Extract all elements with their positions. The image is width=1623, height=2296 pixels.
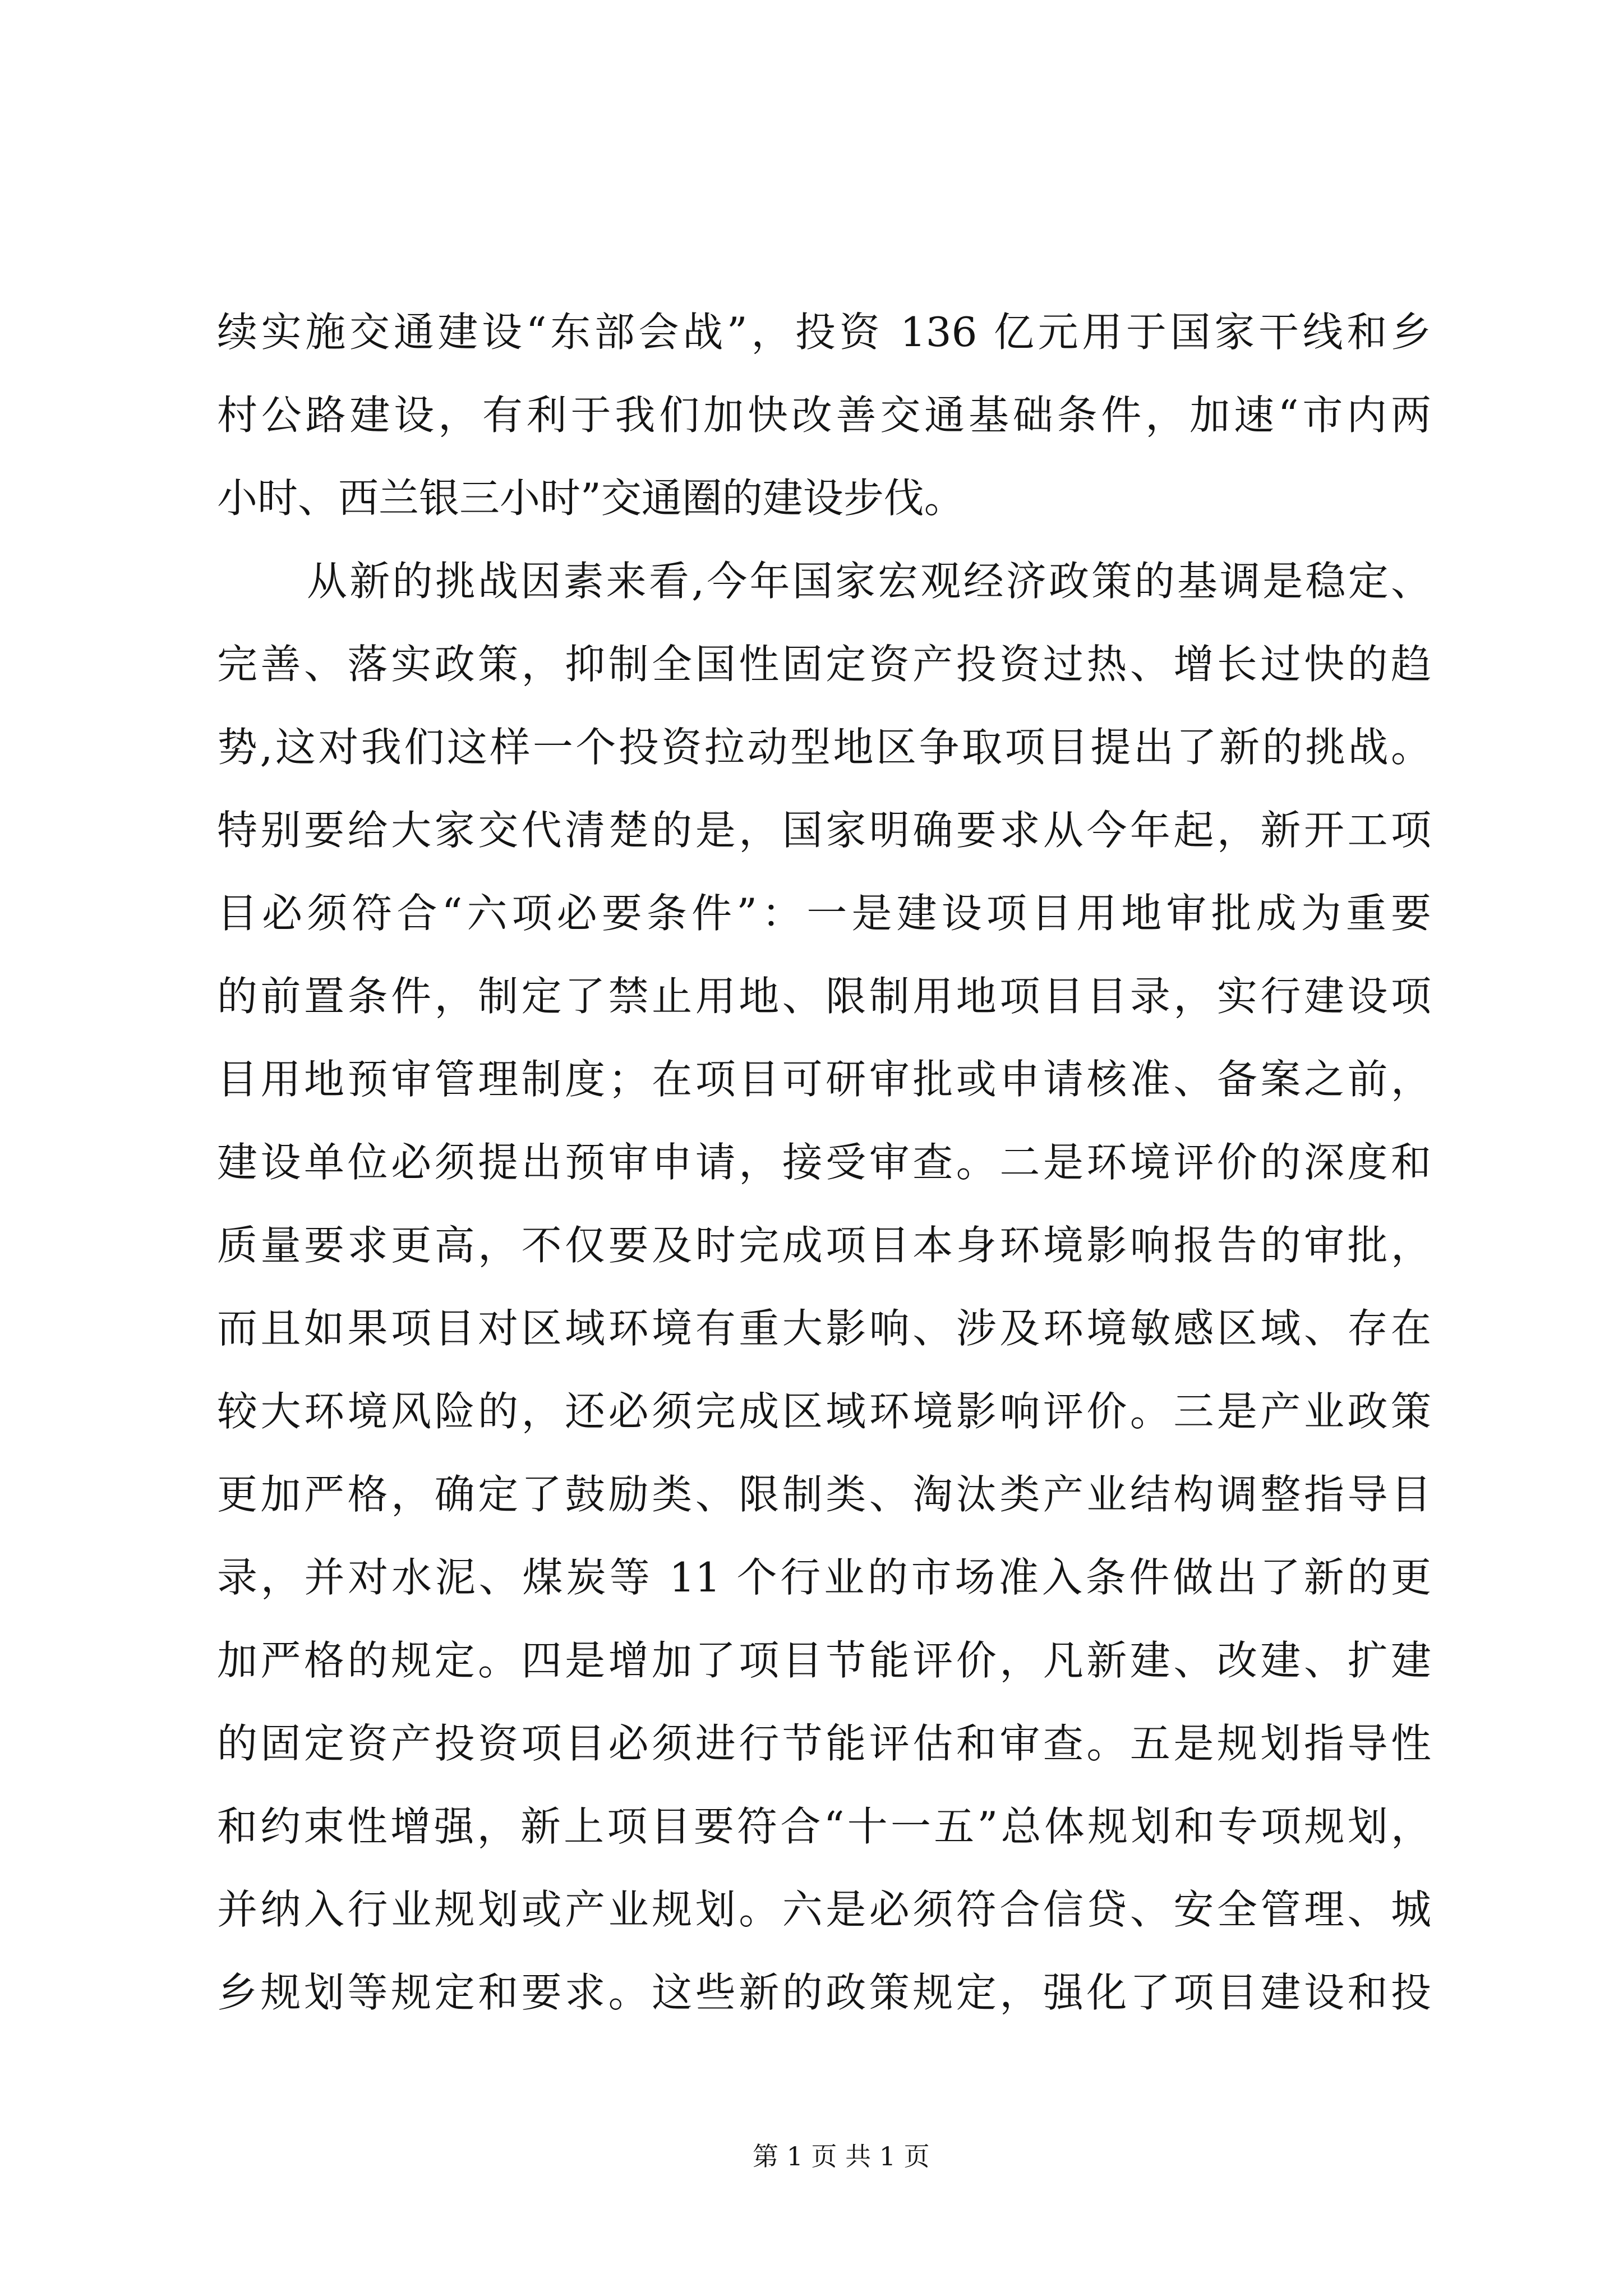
text-line: 录，并对水泥、煤炭等 11 个行业的市场准入条件做出了新的更 [217,1554,1431,1601]
page-number-footer: 第 1 页 共 1 页 [753,2141,930,2171]
text-line: 乡规划等规定和要求。这些新的政策规定，强化了项目建设和投 [217,1969,1431,2016]
text-line: 质量要求更高，不仅要及时完成项目本身环境影响报告的审批， [217,1222,1431,1269]
text-line: 更加严格，确定了鼓励类、限制类、淘汰类产业结构调整指导目 [217,1471,1431,1518]
text-line: 和约束性增强，新上项目要符合“十一五”总体规划和专项规划， [217,1803,1431,1850]
text-line: 建设单位必须提出预审申请，接受审查。二是环境评价的深度和 [217,1139,1431,1186]
text-line: 小时、西兰银三小时”交通圈的建设步伐。 [217,475,965,522]
text-line: 势,这对我们这样一个投资拉动型地区争取项目提出了新的挑战。 [217,724,1431,771]
text-line: 村公路建设，有利于我们加快改善交通基础条件，加速“市内两 [217,392,1431,439]
paragraph [217,291,1431,540]
text-line: 而且如果项目对区域环境有重大影响、涉及环境敏感区域、存在 [217,1305,1431,1352]
text-line: 并纳入行业规划或产业规划。六是必须符合信贷、安全管理、城 [217,1886,1431,1933]
text-line: 完善、落实政策，抑制全国性固定资产投资过热、增长过快的趋 [217,641,1431,688]
text-line: 特别要给大家交代清楚的是，国家明确要求从今年起，新开工项 [217,807,1431,854]
text-line: 较大环境风险的，还必须完成区域环境影响评价。三是产业政策 [217,1388,1431,1435]
document-body [217,291,1431,2034]
text-line: 续实施交通建设“东部会战”，投资 136 亿元用于国家干线和乡 [217,309,1431,356]
text-line: 目用地预审管理制度；在项目可研审批或申请核准、备案之前， [217,1056,1431,1103]
text-line: 的固定资产投资项目必须进行节能评估和审查。五是规划指导性 [217,1720,1431,1767]
paragraph [217,540,1431,2034]
text-line: 目必须符合“六项必要条件”：一是建设项目用地审批成为重要 [217,890,1431,937]
text-line: 的前置条件，制定了禁止用地、限制用地项目目录，实行建设项 [217,973,1431,1020]
text-line: 加严格的规定。四是增加了项目节能评价，凡新建、改建、扩建 [217,1637,1431,1684]
text-line: 从新的挑战因素来看,今年国家宏观经济政策的基调是稳定、 [307,558,1431,605]
